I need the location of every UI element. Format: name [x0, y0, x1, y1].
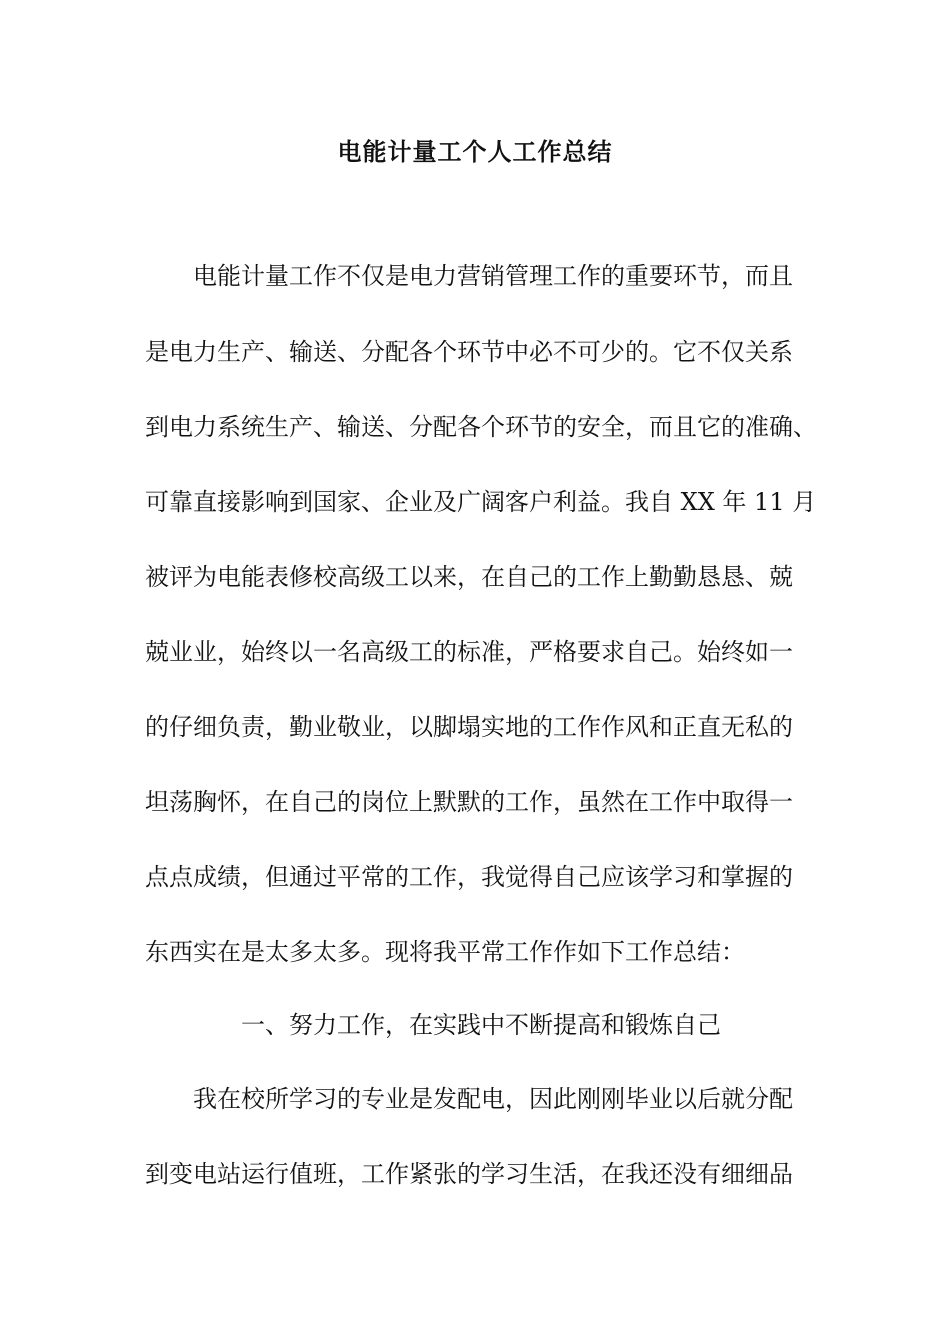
- paragraph-line: 兢业业，始终以一名高级工的标准，严格要求自己。始终如一: [145, 638, 793, 666]
- paragraph-line: 坦荡胸怀，在自己的岗位上默默的工作，虽然在工作中取得一: [145, 788, 793, 816]
- paragraph-line: 是电力生产、输送、分配各个环节中必不可少的。它不仅关系: [145, 338, 793, 366]
- paragraph-line: 的仔细负责，勤业敬业，以脚塌实地的工作作风和正直无私的: [145, 713, 793, 741]
- paragraph-line: 被评为电能表修校高级工以来，在自己的工作上勤勤恳恳、兢: [145, 563, 793, 591]
- paragraph-line: 点点成绩，但通过平常的工作，我觉得自己应该学习和掌握的: [145, 863, 793, 891]
- paragraph-line: 我在校所学习的专业是发配电，因此刚刚毕业以后就分配: [193, 1085, 793, 1113]
- paragraph-line: 东西实在是太多太多。现将我平常工作作如下工作总结：: [145, 938, 745, 966]
- paragraph-line: 电能计量工作不仅是电力营销管理工作的重要环节，而且: [193, 262, 793, 290]
- paragraph-line: 到电力系统生产、输送、分配各个环节的安全，而且它的准确、: [145, 413, 817, 441]
- section-heading: 一、努力工作，在实践中不断提高和锻炼自己: [241, 1011, 721, 1039]
- document-title: 电能计量工个人工作总结: [337, 137, 613, 166]
- paragraph-line: 到变电站运行值班，工作紧张的学习生活，在我还没有细细品: [145, 1160, 793, 1188]
- paragraph-line: 可靠直接影响到国家、企业及广阔客户利益。我自 XX 年 11 月: [145, 488, 817, 516]
